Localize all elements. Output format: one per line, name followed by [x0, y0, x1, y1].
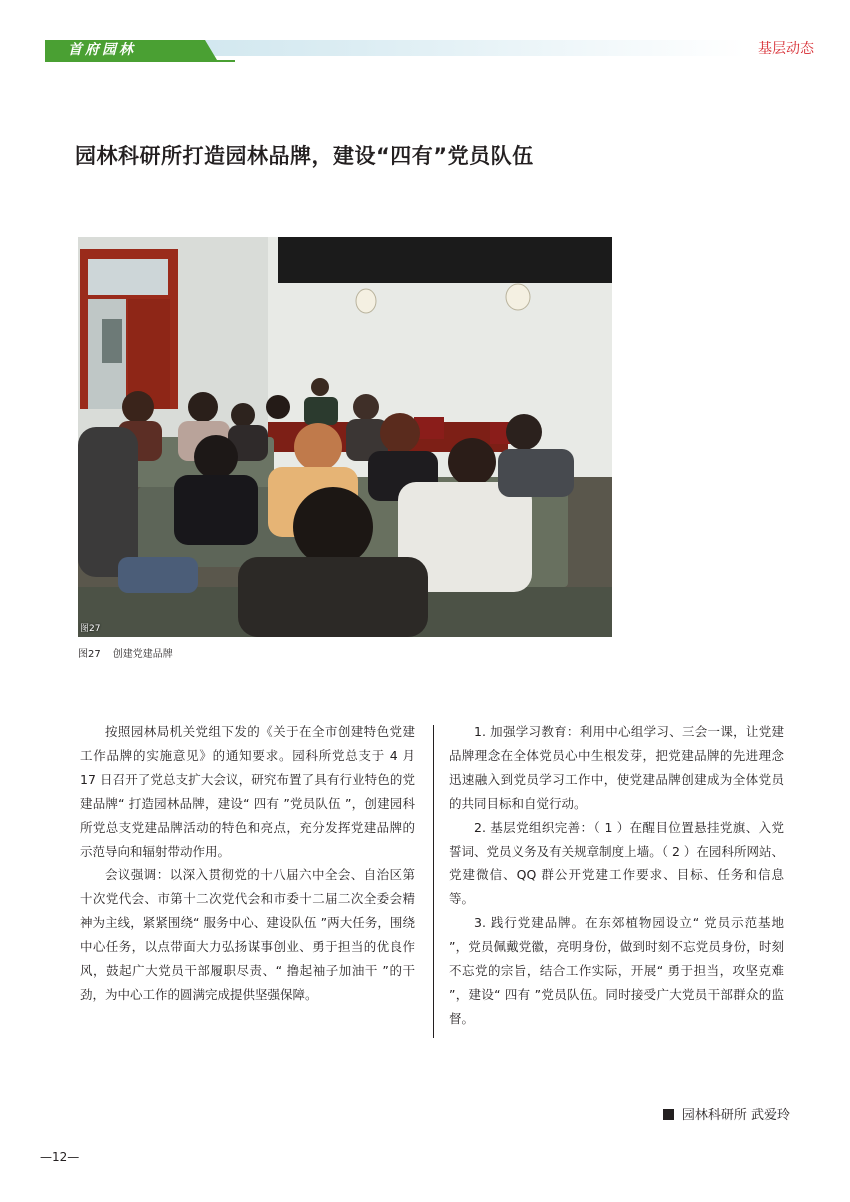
photo-figure-tag: 图27	[80, 624, 101, 634]
meeting-photo	[78, 237, 612, 637]
section-name: 基层动态	[758, 41, 814, 57]
header-underline	[45, 60, 235, 62]
paragraph: 1. 加强学习教育：利用中心组学习、三会一课，让党建品牌理念在全体党员心中生根发芽，把党建品牌的先进理念迅速融入到党员学习工作中，使党建品牌创建成为全体党员的共同目标和自觉行动。	[449, 724, 784, 811]
author-line	[663, 1104, 790, 1123]
author-name: 园林科研所 武爱玲	[681, 1108, 790, 1123]
paragraph: 2. 基层党组织完善：（ 1 ）在醒目位置悬挂党旗、入党誓词、党员义务及有关规章制度上墙。（ 2 ）在园科所网站、党建微信、QQ 群公开党建工作要求、目标、任务和信息等。	[449, 819, 784, 907]
figure-number: 图27	[78, 649, 101, 660]
figure-caption-text: 创建党建品牌	[112, 649, 173, 660]
right-column	[449, 720, 784, 1031]
column-divider	[433, 725, 434, 1038]
paragraph: 按照园林局机关党组下发的《关于在全市创建特色党建工作品牌的实施意见》的通知要求。园科所党总支于 4 月 17 日召开了党总支扩大会议，研究布置了具有行业特色的党建品牌“ 打造园林品牌，建设“ 四有 ”党员队伍 ”，创建园科所党总支党建品牌活动的特色和亮点，充分发挥党建品牌的示范导向和辐射带动作用。	[80, 724, 415, 859]
left-column	[80, 720, 415, 1007]
square-bullet-icon	[663, 1109, 674, 1120]
magazine-name: 首府园林	[68, 42, 136, 58]
paragraph: 3. 践行党建品牌。在东郊植物园设立“ 党员示范基地 ”，党员佩戴党徽，亮明身份，做到时刻不忘党员身份，时刻不忘党的宗旨，结合工作实际，开展“ 勇于担当，攻坚克难 ”，建设“ 四有 ”党员队伍。同时接受广大党员干部群众的监督。	[449, 915, 784, 1026]
page-number: —12—	[40, 1150, 80, 1164]
figure-caption	[78, 645, 173, 660]
paragraph: 会议强调：以深入贯彻党的十八届六中全会、自治区第十次党代会、市第十二次党代会和市委十二届二次全委会精神为主线，紧紧围绕“ 服务中心、建设队伍 ”两大任务，围绕中心任务，以点带面大力弘扬谋事创业、勇于担当的优良作风，鼓起广大党员干部履职尽责、“ 撸起袖子加油干 ”的干劲，为中心工作的圆满完成提供坚强保障。	[80, 867, 415, 1002]
article-title: 园林科研所打造园林品牌，建设“四有”党员队伍	[75, 144, 534, 168]
